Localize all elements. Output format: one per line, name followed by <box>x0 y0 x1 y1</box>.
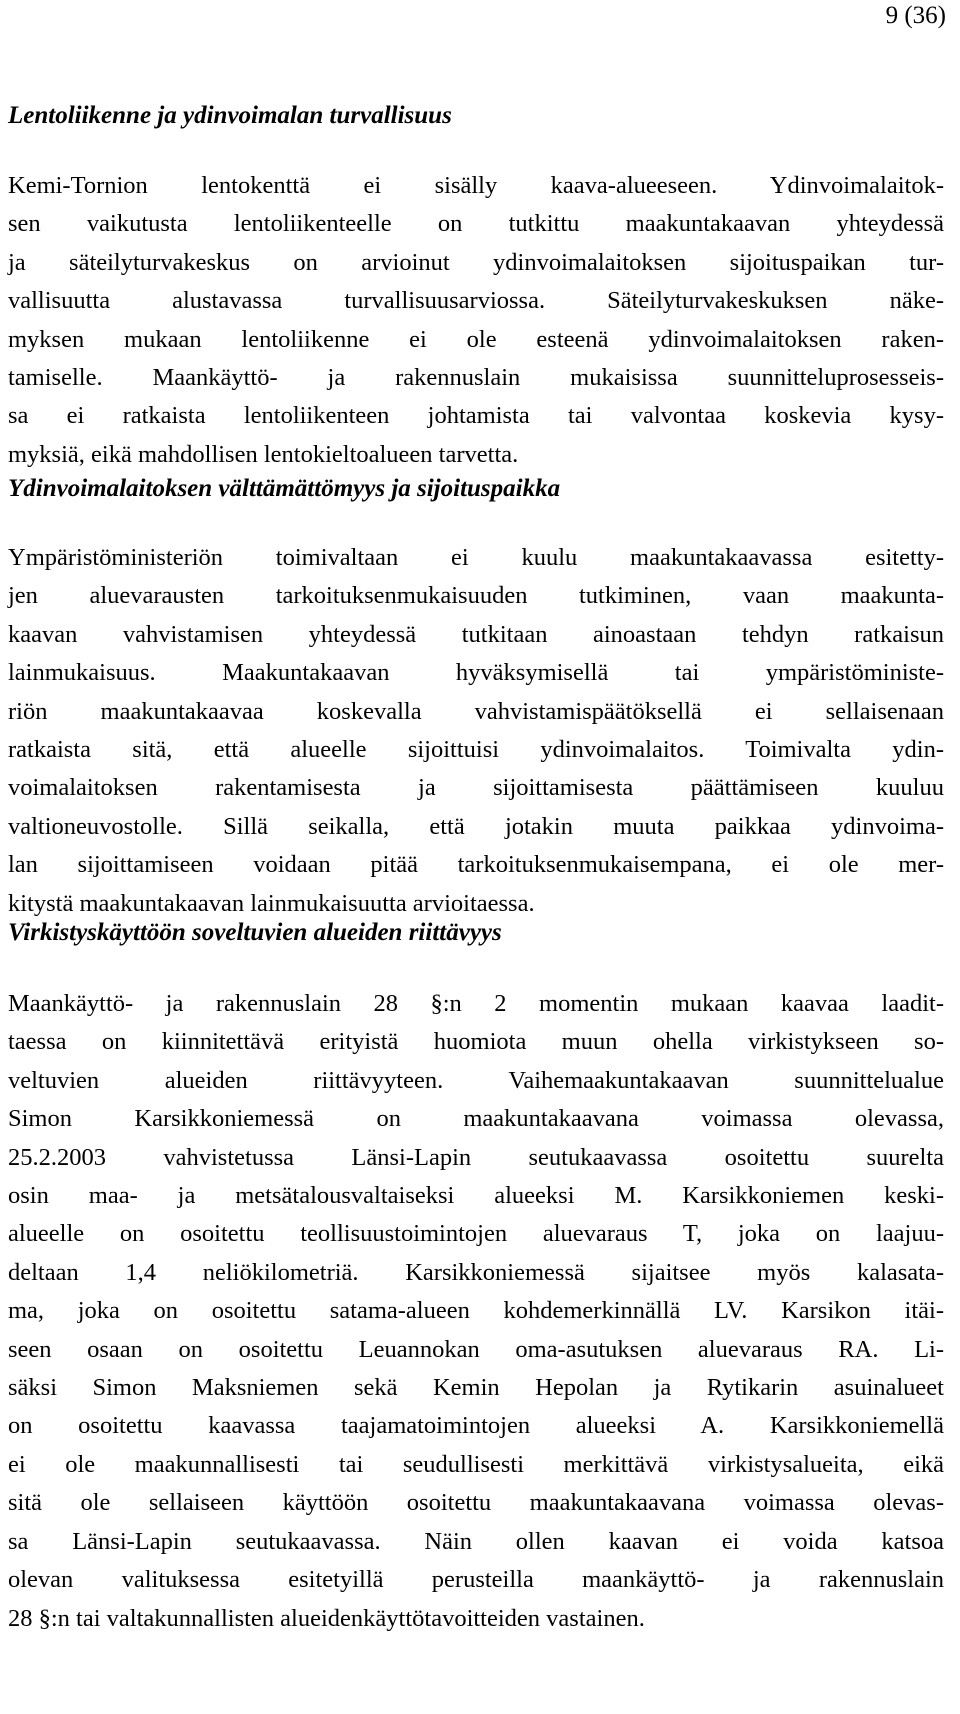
paragraph-line: kitystä maakuntakaavan lainmukaisuutta arvioitaessa. <box>8 889 535 917</box>
section-paragraph-ydinvoimalaitos <box>8 539 944 923</box>
paragraph-line: kaavan vahvistamisen yhteydessä tutkitaan ainoastaan tehdyn ratkaisun <box>8 620 944 648</box>
paragraph-line: sitä ole sellaiseen käyttöön osoitettu maakuntakaavana voimassa olevas- <box>8 1489 944 1517</box>
paragraph-line: ei ole maakunnallisesti tai seudullisesti merkittävä virkistysalueita, eikä <box>8 1450 944 1478</box>
paragraph-line: sa ei ratkaista lentoliikenteen johtamista tai valvontaa koskevia kysy- <box>8 402 944 430</box>
paragraph-line: Simon Karsikkoniemessä on maakuntakaavana voimassa olevassa, <box>8 1105 944 1133</box>
paragraph-line: 25.2.2003 vahvistetussa Länsi-Lapin seutukaavassa osoitettu suurelta <box>8 1143 944 1171</box>
paragraph-line: olevan valituksessa esitetyillä perusteilla maankäyttö- ja rakennuslain <box>8 1566 944 1594</box>
paragraph-line: Kemi-Tornion lentokenttä ei sisälly kaava-alueeseen. Ydinvoimalaitok- <box>8 172 944 199</box>
section-heading-ydinvoimalaitos: Ydinvoimalaitoksen välttämättömyys ja sijoituspaikka <box>8 475 561 502</box>
paragraph-line: taessa on kiinnitettävä erityistä huomiota muun ohella virkistykseen so- <box>8 1028 944 1056</box>
paragraph-line: Ympäristöministeriön toimivaltaan ei kuulu maakuntakaavassa esitetty- <box>8 544 944 571</box>
paragraph-line: on osoitettu kaavassa taajamatoimintojen alueeksi A. Karsikkoniemellä <box>8 1412 944 1440</box>
paragraph-line: ma, joka on osoitettu satama-alueen kohdemerkinnällä LV. Karsikon itäi- <box>8 1297 944 1325</box>
paragraph-line: riön maakuntakaavaa koskevalla vahvistamispäätöksellä ei sellaisenaan <box>8 697 944 725</box>
page-number: 9 (36) <box>885 2 946 29</box>
section-paragraph-lentoliikenne <box>8 167 944 474</box>
paragraph-line: ja säteilyturvakeskus on arvioinut ydinvoimalaitoksen sijoituspaikan tur- <box>8 248 944 276</box>
paragraph-line: sen vaikutusta lentoliikenteelle on tutkittu maakuntakaavan yhteydessä <box>8 210 944 238</box>
paragraph-line: ratkaista sitä, että alueelle sijoittuisi ydinvoimalaitos. Toimivalta ydin- <box>8 736 944 764</box>
paragraph-line: säksi Simon Maksniemen sekä Kemin Hepolan ja Rytikarin asuinalueet <box>8 1374 944 1402</box>
paragraph-line: 28 §:n tai valtakunnallisten alueidenkäyttötavoitteiden vastainen. <box>8 1604 645 1632</box>
section-heading-lentoliikenne: Lentoliikenne ja ydinvoimalan turvallisuus <box>8 102 452 129</box>
paragraph-line: tamiselle. Maankäyttö- ja rakennuslain mukaisissa suunnitteluprosesseis- <box>8 364 944 392</box>
paragraph-line: deltaan 1,4 neliökilometriä. Karsikkoniemessä sijaitsee myös kalasata- <box>8 1258 944 1286</box>
paragraph-line: valtioneuvostolle. Sillä seikalla, että jotakin muuta paikkaa ydinvoima- <box>8 812 944 840</box>
paragraph-line: lan sijoittamiseen voidaan pitää tarkoituksenmukaisempana, ei ole mer- <box>8 851 944 879</box>
section-paragraph-virkistys <box>8 985 944 1638</box>
paragraph-line: myksiä, eikä mahdollisen lentokieltoalueen tarvetta. <box>8 440 519 468</box>
paragraph-line: voimalaitoksen rakentamisesta ja sijoittamisesta päättämiseen kuuluu <box>8 774 944 802</box>
paragraph-line: Maankäyttö- ja rakennuslain 28 §:n 2 momentin mukaan kaavaa laadit- <box>8 990 944 1017</box>
paragraph-line: vallisuutta alustavassa turvallisuusarviossa. Säteilyturvakeskuksen näke- <box>8 287 944 315</box>
paragraph-line: veltuvien alueiden riittävyyteen. Vaihemaakuntakaavan suunnittelualue <box>8 1066 944 1094</box>
paragraph-line: jen aluevarausten tarkoituksenmukaisuuden tutkiminen, vaan maakunta- <box>8 582 944 610</box>
paragraph-line: myksen mukaan lentoliikenne ei ole esteenä ydinvoimalaitoksen raken- <box>8 325 944 353</box>
paragraph-line: seen osaan on osoitettu Leuannokan oma-asutuksen aluevaraus RA. Li- <box>8 1335 944 1363</box>
paragraph-line: osin maa- ja metsätalousvaltaiseksi alueeksi M. Karsikkoniemen keski- <box>8 1182 944 1210</box>
section-heading-virkistys: Virkistyskäyttöön soveltuvien alueiden riittävyys <box>8 919 502 946</box>
paragraph-line: lainmukaisuus. Maakuntakaavan hyväksymisellä tai ympäristöministe- <box>8 659 944 687</box>
paragraph-line: sa Länsi-Lapin seutukaavassa. Näin ollen kaavan ei voida katsoa <box>8 1527 944 1555</box>
paragraph-line: alueelle on osoitettu teollisuustoimintojen aluevaraus T, joka on laajuu- <box>8 1220 944 1248</box>
